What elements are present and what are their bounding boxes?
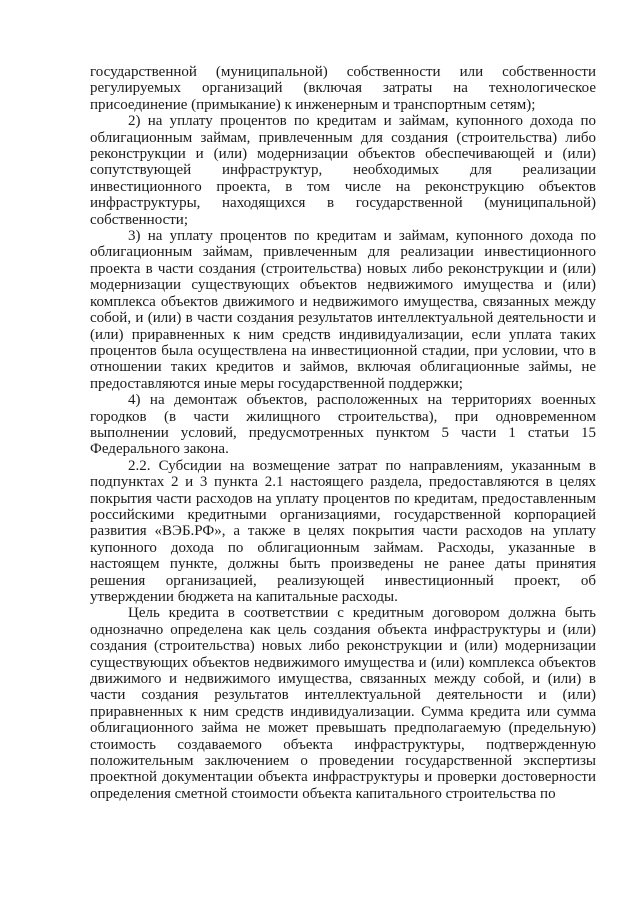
paragraph-item-4: 4) на демонтаж объектов, расположенных на территориях военных городков (в части жилищного строительства), при одновременном выполнении условий, предусмотренных пунктом 5 части 1 статьи 15 Федерального закона. [90, 392, 596, 458]
paragraph-credit-purpose: Цель кредита в соответствии с кредитным договором должна быть однозначно определена как цель создания объекта инфраструктуры и (или) создания (строительства) новых либо реконструкции и (или) модернизации существующих объектов недвижимого имущества и (или) комплекса объектов движимого и недвижимого имущества, связанных между собой, и (или) в части создания результатов интеллектуальной деятельности и (или) приравненных к ним средств индивидуализации. Сумма кредита или сумма облигационного займа не может превышать предполагаемую (предельную) стоимость создаваемого объекта инфраструктуры, подтвержденную положительным заключением о проведении государственной экспертизы проектной документации объекта инфраструктуры и проверки достоверности определения сметной стоимости объекта капитального строительства по [90, 605, 596, 802]
paragraph-item-3: 3) на уплату процентов по кредитам и займам, купонного дохода по облигационным займам, привлеченным для реализации инвестиционного проекта в части создания (строительства) новых либо реконструкции и (или) модернизации существующих объектов недвижимого имущества и (или) комплекса объектов движимого и недвижимого имущества, связанных между собой, и (или) в части создания результатов интеллектуальной деятельности и (или) приравненных к ним средств индивидуализации, если уплата таких процентов была осуществлена на инвестиционной стадии, при условии, что в отношении таких кредитов и займов, включая облигационные займы, не предоставляются иные меры государственной поддержки; [90, 228, 596, 392]
paragraph-section-2-2: 2.2. Субсидии на возмещение затрат по направлениям, указанным в подпунктах 2 и 3 пункта 2.1 настоящего раздела, предоставляются в целях покрытия части расходов на уплату процентов по кредитам, предоставленным российскими кредитными организациями, государственной корпорацией развития «ВЭБ.РФ», а также в целях покрытия части расходов на уплату купонного дохода по облигационным займам. Расходы, указанные в настоящем пункте, должны быть произведены не ранее даты принятия решения организацией, реализующей инвестиционный проект, об утверждении бюджета на капитальные расходы. [90, 457, 596, 605]
paragraph-continuation: государственной (муниципальной) собственности или собственности регулируемых организаций (включая затраты на технологическое присоединение (примыкание) к инженерным и транспортным сетям); [90, 64, 596, 113]
paragraph-item-2: 2) на уплату процентов по кредитам и займам, купонного дохода по облигационным займам, привлеченным для создания (строительства) либо реконструкции и (или) модернизации объектов обеспечивающей и (или) сопутствующей инфраструктур, необходимых для реализации инвестиционного проекта, в том числе на реконструкцию объектов инфраструктуры, находящихся в государственной (муниципальной) собственности; [90, 113, 596, 228]
